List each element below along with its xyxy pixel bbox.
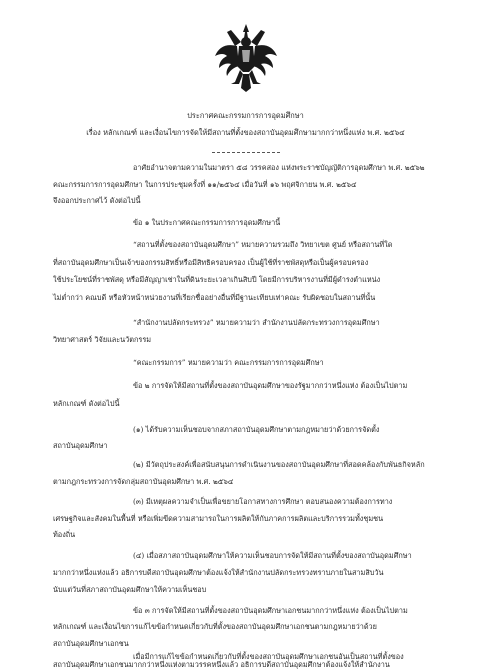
title-divider	[212, 152, 280, 153]
body-line: ไม่ต่ำกว่า คณบดี หรือหัวหน้าหน่วยงานที่เรียกชื่ออย่างอื่นที่มีฐานะเทียบเท่าคณะ รับผิดชอบในสถานที่นั้น	[53, 293, 376, 302]
body-line: ใช้ประโยชน์ที่ราชพัสดุ หรือมีสัญญาเช่าในที่ดินระยะเวลาเกินสิบปี โดยมีการบริหารงานที่มีผู้ดำรงตำแหน่ง	[53, 275, 381, 284]
clause-heading: ข้อ ๑ ในประกาศคณะกรรมการการอุดมศึกษานี้	[133, 218, 281, 227]
list-item: (๑) ได้รับความเห็นชอบจากสภาสถาบันอุดมศึกษาตามกฎหมายว่าด้วยการจัดตั้ง	[133, 425, 380, 434]
document-title: ประกาศคณะกรรมการการอุดมศึกษา	[187, 111, 304, 120]
body-line: “สำนักงานปลัดกระทรวง” หมายความว่า สำนักงานปลัดกระทรวงการอุดมศึกษา	[133, 318, 380, 327]
body-line: เศรษฐกิจและสังคมในพื้นที่ หรือเพิ่มขีดความสามารถในการผลิตให้กับภาคการผลิตและบริการรวมทั้งชุมชน	[53, 514, 384, 523]
body-line: ที่สถาบันอุดมศึกษาเป็นเจ้าของกรรมสิทธิ์หรือมีสิทธิครอบครอง เป็นผู้ใช้ที่ราชพัสดุหรือเป็นผู้ครอบครอง	[53, 258, 369, 267]
body-line: อาศัยอำนาจตามความในมาตรา ๕๘ วรรคสอง แห่งพระราชบัญญัติการอุดมศึกษา พ.ศ. ๒๕๖๒	[133, 163, 425, 172]
clause-heading: ข้อ ๓ การจัดให้มีสถานที่ตั้งของสถาบันอุดมศึกษาเอกชนมากกว่าหนึ่งแห่ง ต้องเป็นไปตาม	[133, 606, 408, 615]
body-line: มากกว่าหนึ่งแห่งแล้ว อธิการบดีสถาบันอุดมศึกษาต้องแจ้งให้สำนักงานปลัดกระทรวงทราบภายในสามสิบวัน	[53, 568, 384, 577]
body-line: ตามกฎกระทรวงการจัดกลุ่มสถาบันอุดมศึกษา พ.ศ. ๒๕๖๔	[53, 477, 234, 486]
list-item: (๔) เมื่อสภาสถาบันอุดมศึกษาให้ความเห็นชอบการจัดให้มีสถานที่ตั้งของสถาบันอุดมศึกษา	[133, 551, 412, 560]
body-line: เมื่อมีการแก้ไขข้อกำหนดเกี่ยวกับที่ตั้งของสถาบันอุดมศึกษาเอกชนอันเป็นสถานที่ตั้งของ	[133, 652, 404, 661]
body-line: คณะกรรมการการอุดมศึกษา ในการประชุมครั้งที่ ๑๑/๒๕๖๔ เมื่อวันที่ ๑๖ พฤศจิกายน พ.ศ. ๒๕๖๔	[53, 180, 357, 189]
body-line: สถาบันอุดมศึกษา	[53, 441, 108, 450]
body-line: จึงออกประกาศไว้ ดังต่อไปนี้	[53, 196, 141, 205]
body-line: สถาบันอุดมศึกษาเอกชน	[53, 639, 129, 648]
body-line: หลักเกณฑ์ ดังต่อไปนี้	[53, 399, 120, 408]
body-line: ท้องถิ่น	[53, 530, 76, 539]
garuda-emblem-icon	[213, 22, 279, 92]
body-line: หลักเกณฑ์ และเงื่อนไขการแก้ไขข้อกำหนดเกี่ยวกับที่ตั้งของสถาบันอุดมศึกษาเอกชนตามกฎหมายว่าด้วย	[53, 622, 377, 631]
body-line: “คณะกรรมการ” หมายความว่า คณะกรรมการการอุดมศึกษา	[133, 358, 324, 367]
clause-heading: ข้อ ๒ การจัดให้มีสถานที่ตั้งของสถาบันอุดมศึกษาของรัฐมากกว่าหนึ่งแห่ง ต้องเป็นไปตาม	[133, 381, 408, 390]
body-line: นับแต่วันที่สภาสถาบันอุดมศึกษาให้ความเห็นชอบ	[53, 585, 207, 594]
list-item: (๓) มีเหตุผลความจำเป็นเพื่อขยายโอกาสทางการศึกษา ตอบสนองความต้องการทาง	[133, 497, 393, 506]
list-item: (๒) มีวัตถุประสงค์เพื่อสนับสนุนการดำเนินงานของสถาบันอุดมศึกษาที่สอดคล้องกับพันธกิจหลัก	[133, 460, 425, 469]
body-line: วิทยาศาสตร์ วิจัยและนวัตกรรม	[53, 335, 152, 344]
document-subject: เรื่อง หลักเกณฑ์ และเงื่อนไขการจัดให้มีสถานที่ตั้งของสถาบันอุดมศึกษามากกว่าหนึ่งแห่ง พ.ศ. ๒๕๖๔	[86, 128, 405, 137]
body-line: “สถานที่ตั้งของสถาบันอุดมศึกษา” หมายความรวมถึง วิทยาเขต ศูนย์ หรือสถานที่ใด	[133, 240, 393, 249]
body-line: สถาบันอุดมศึกษาเอกชนมากกว่าหนึ่งแห่งตามวรรคหนึ่งแล้ว อธิการบดีสถาบันอุดมศึกษาต้องแจ้งให้สำนักงาน	[53, 660, 390, 669]
